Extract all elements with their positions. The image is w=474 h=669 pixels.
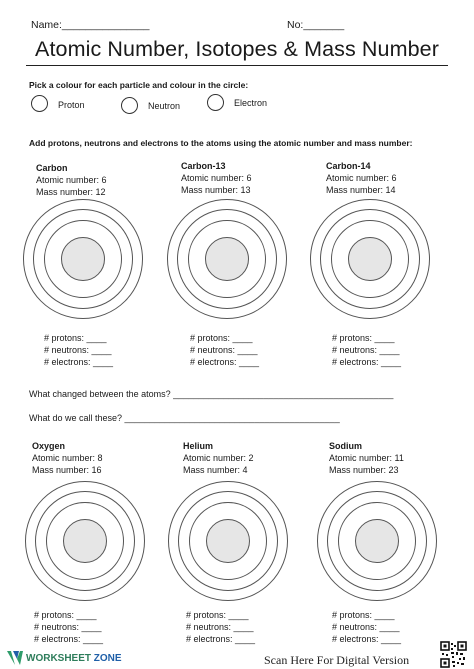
nucleus [205,237,249,281]
legend-instruction: Pick a colour for each particle and colour in the circle: [29,80,249,90]
protons-blank[interactable]: # protons: ____ [186,610,249,620]
mass-number-text: Mass number: 23 [329,465,399,475]
atomic-number-text: Atomic number: 8 [32,453,103,463]
nucleus [348,237,392,281]
question-what-called[interactable]: What do we call these? ___________________________________________ [29,413,340,423]
electrons-blank[interactable]: # electrons: ____ [186,634,256,644]
atomic-number-text: Atomic number: 11 [329,453,404,463]
atom-diagram[interactable] [310,199,430,319]
neutron-color-circle[interactable] [121,97,138,114]
proton-label: Proton [58,100,85,110]
protons-blank[interactable]: # protons: ____ [34,610,97,620]
question-what-changed[interactable]: What changed between the atoms? ____________________________________________ [29,389,394,399]
atomic-number-text: Atomic number: 2 [183,453,254,463]
neutrons-blank[interactable]: # neutrons: ____ [186,622,254,632]
electron-color-circle[interactable] [207,94,224,111]
atom-name: Sodium [329,441,362,451]
nucleus [63,519,107,563]
scan-for-digital-text: Scan Here For Digital Version [264,653,410,667]
electrons-blank[interactable]: # electrons: ____ [332,357,402,367]
protons-blank[interactable]: # protons: ____ [190,333,253,343]
atomic-number-text: Atomic number: 6 [326,173,397,183]
protons-blank[interactable]: # protons: ____ [332,610,395,620]
name-field-label: Name:_______________ [31,19,150,31]
mass-number-text: Mass number: 13 [181,185,251,195]
atom-diagram[interactable] [25,481,145,601]
task-instruction: Add protons, neutrons and electrons to the atoms using the atomic number and mass number: [29,138,413,148]
neutrons-blank[interactable]: # neutrons: ____ [332,622,400,632]
nucleus [206,519,250,563]
proton-color-circle[interactable] [31,95,48,112]
atom-diagram[interactable] [168,481,288,601]
electrons-blank[interactable]: # electrons: ____ [332,634,402,644]
electron-label: Electron [234,98,268,108]
qr-code-icon[interactable] [440,641,467,668]
mass-number-text: Mass number: 16 [32,465,102,475]
mass-number-text: Mass number: 12 [36,187,106,197]
nucleus [355,519,399,563]
atom-name: Oxygen [32,441,66,451]
atom-diagram[interactable] [23,199,143,319]
electrons-blank[interactable]: # electrons: ____ [44,357,114,367]
neutrons-blank[interactable]: # neutrons: ____ [332,345,400,355]
electrons-blank[interactable]: # electrons: ____ [190,357,260,367]
atomic-number-text: Atomic number: 6 [36,175,107,185]
atom-name: Carbon-13 [181,161,226,171]
atomic-number-text: Atomic number: 6 [181,173,252,183]
atom-name: Helium [183,441,214,451]
protons-blank[interactable]: # protons: ____ [44,333,107,343]
atom-name: Carbon-14 [326,161,371,171]
page-title: Atomic Number, Isotopes & Mass Number [35,37,439,61]
atom-diagram[interactable] [167,199,287,319]
number-field-label: No:_______ [287,19,345,31]
atom-name: Carbon [36,163,68,173]
logo-text-worksheet: WORKSHEET [26,653,91,664]
neutron-label: Neutron [148,101,181,111]
mass-number-text: Mass number: 4 [183,465,248,475]
logo-icon [6,650,24,666]
title-underline [26,65,448,66]
nucleus [61,237,105,281]
protons-blank[interactable]: # protons: ____ [332,333,395,343]
mass-number-text: Mass number: 14 [326,185,396,195]
atom-diagram[interactable] [317,481,437,601]
neutrons-blank[interactable]: # neutrons: ____ [190,345,258,355]
neutrons-blank[interactable]: # neutrons: ____ [44,345,112,355]
logo-text-zone: ZONE [93,653,122,664]
electrons-blank[interactable]: # electrons: ____ [34,634,104,644]
neutrons-blank[interactable]: # neutrons: ____ [34,622,102,632]
